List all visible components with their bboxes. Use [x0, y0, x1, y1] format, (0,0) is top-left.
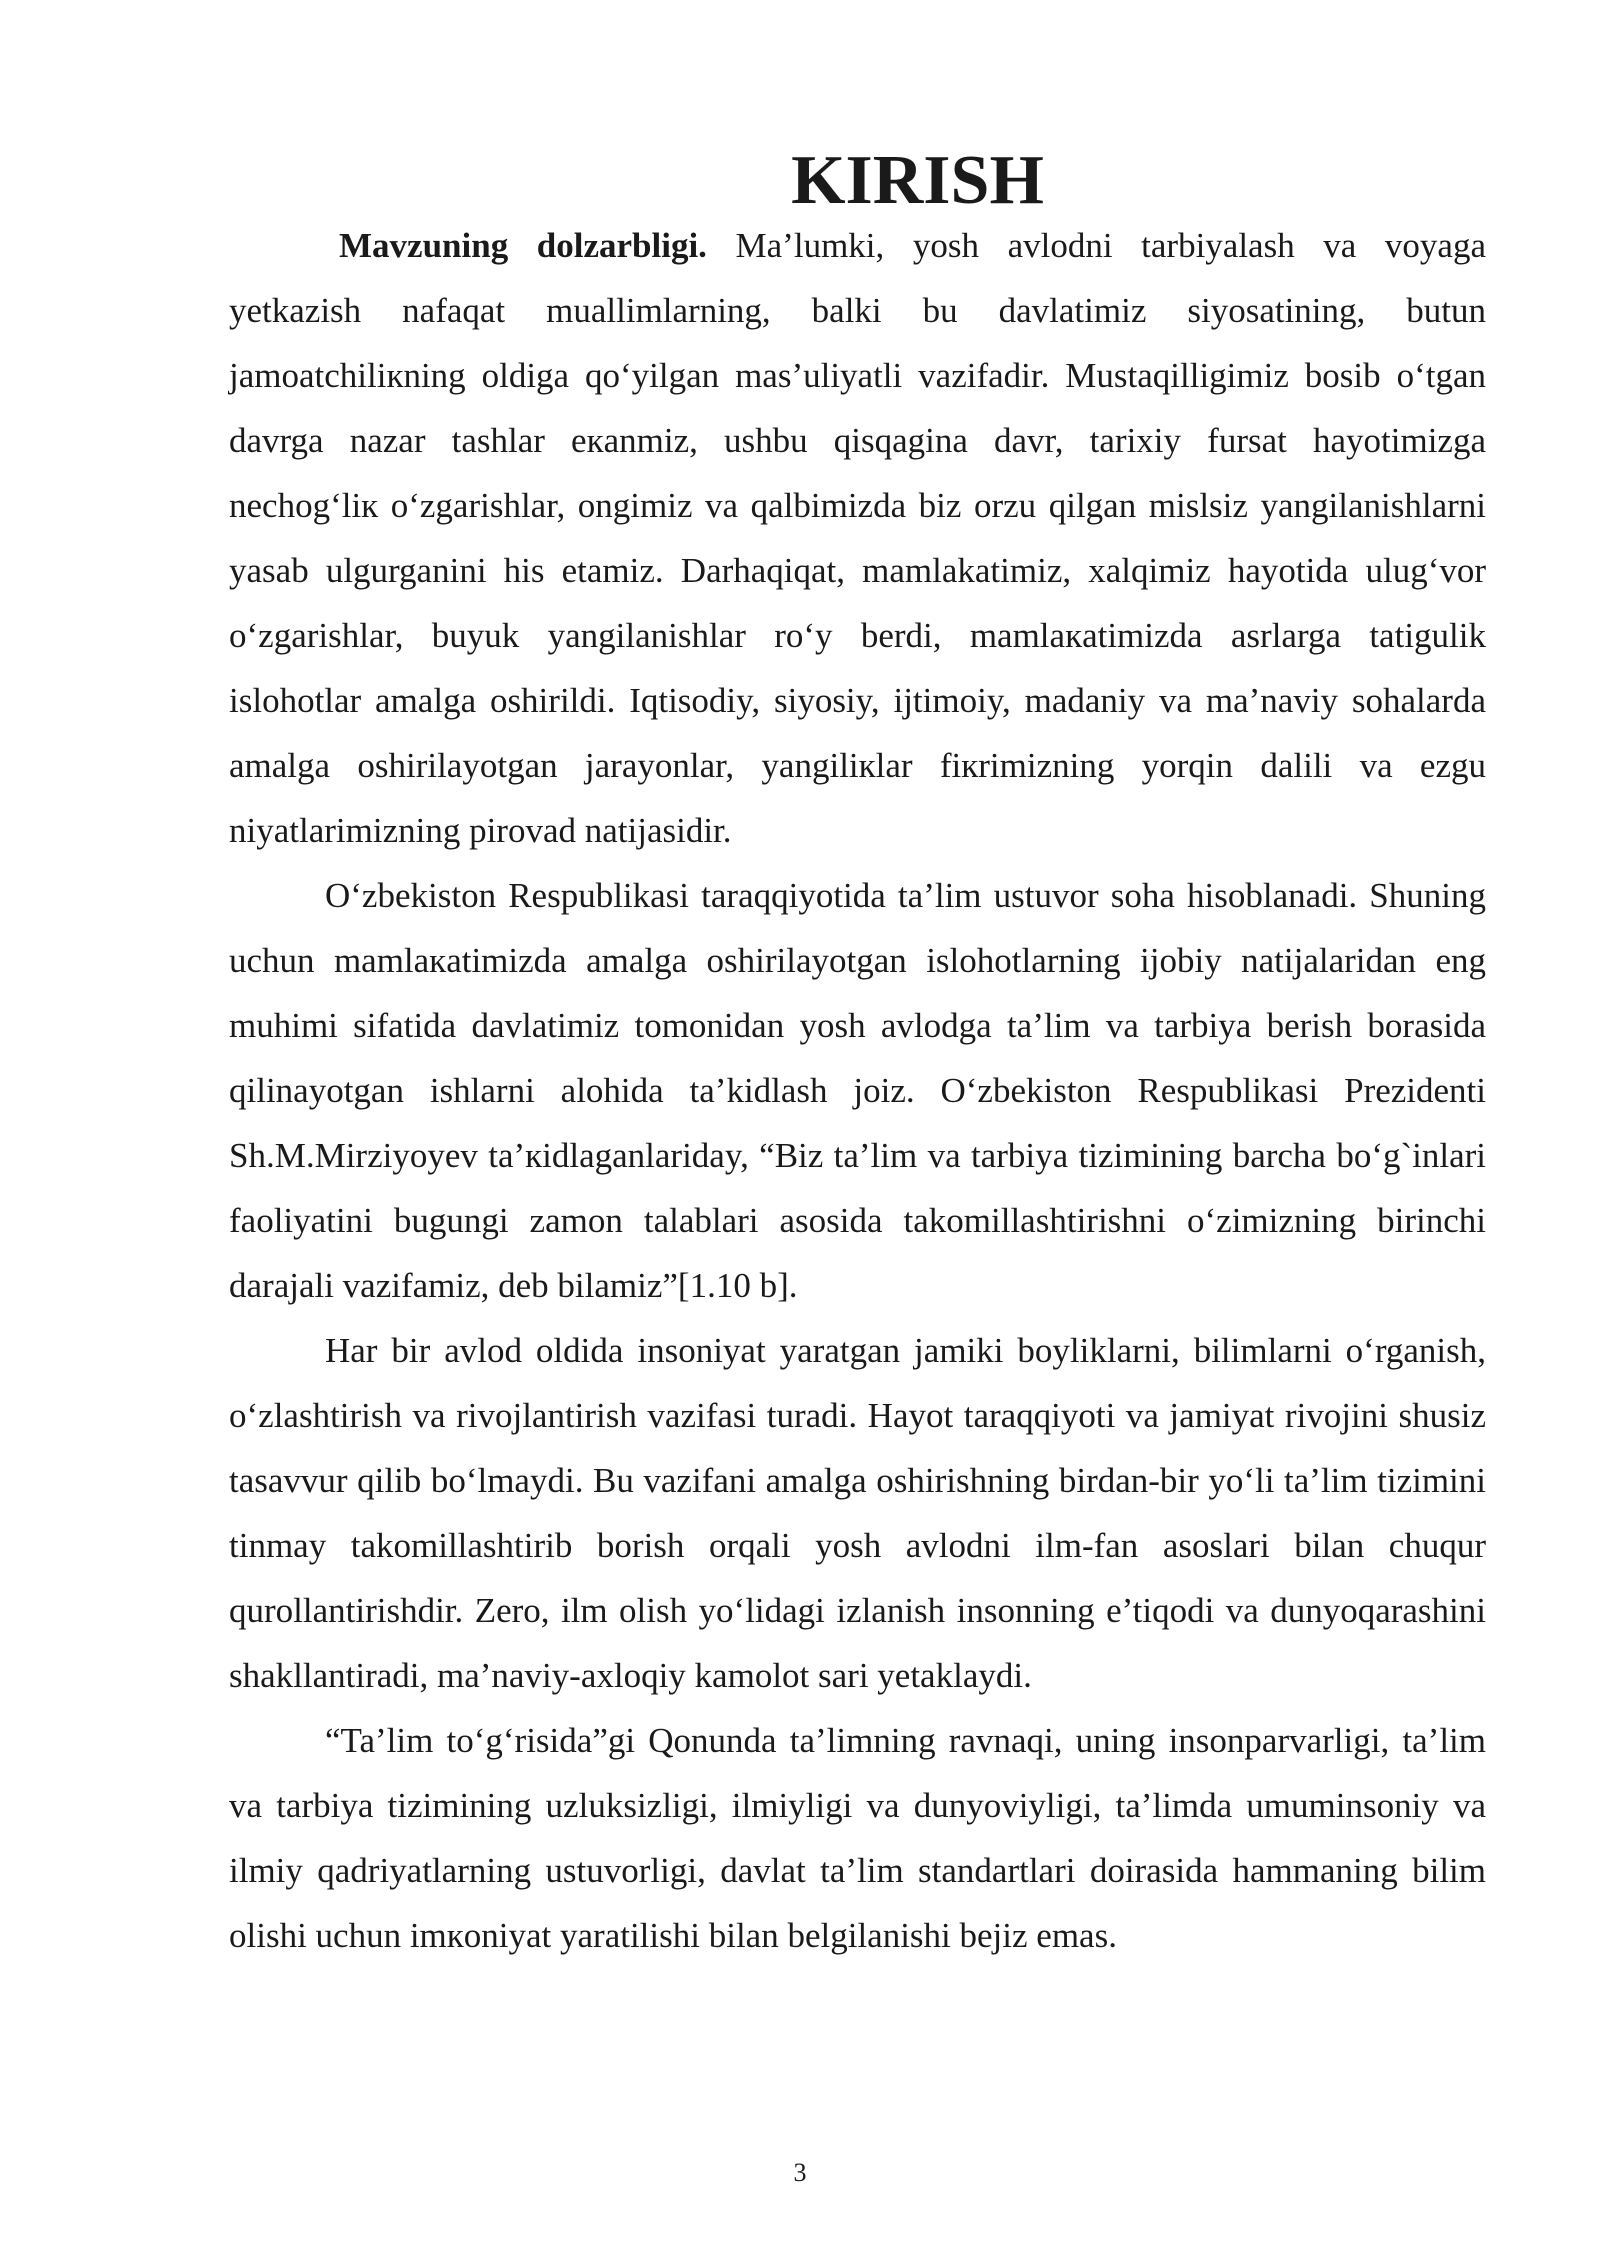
paragraph-1: [229, 213, 1486, 863]
page-body: [229, 142, 1486, 1968]
page-number: 3: [793, 2158, 807, 2187]
page-title: KIRISH: [791, 142, 1044, 219]
paragraph-4: “Ta’lim to‘g‘risida”gi Qonunda ta’limning ravnaqi, uning insonparvarligi, ta’lim va tarbiya tizimining uzluksizligi, ilmiyligi va dunyoviyligi, ta’limda umuminsoniy va ilmiy qadriyatlarning ustuvorligi, davlat ta’lim standartlari doirasida hammaning bilim olishi uchun imкoniyat yaratilishi bilan belgilanishi bejiz emas.: [229, 1721, 1486, 1955]
paragraph-3: Har bir avlod oldida insoniyat yaratgan jamiki boyliklarni, bilimlarni o‘rganish, o‘zlashtirish va rivojlantirish vazifasi turadi. Hayot taraqqiyoti va jamiyat rivojini shusiz tasavvur qilib bo‘lmaydi. Bu vazifani amalga oshirishning birdan-bir yo‘li ta’lim tizimini tinmay takomillashtirib borish orqali yosh avlodni ilm-fan asoslari bilan chuqur qurollantirishdir. Zero, ilm olish yo‘lidagi izlanish insonning e’tiqodi va dunyoqarashini shakllantiradi, ma’naviy-axloqiy kamolot sari yetaklaydi.: [229, 1331, 1486, 1695]
paragraph-lead: Mavzuning dolzarbligi.: [339, 226, 707, 265]
paragraph-2: O‘zbekiston Respublikasi taraqqiyotida ta’lim ustuvor soha hisoblanadi. Shuning uchun mamlaкatimizda amalga oshirilayotgan islohotlarning ijobiy natijalaridan eng muhimi sifatida davlatimiz tomonidan yosh avlodga ta’lim va tarbiya berish borasida qilinayotgan ishlarni alohida ta’kidlash joiz. O‘zbekiston Respublikasi Prezidenti Sh.M.Mirziyoyev ta’кidlaganlariday, “Biz ta’lim va tarbiya tizimining barcha bo‘g`inlari faoliyatini bugungi zamon talablari asosida takomillashtirishni o‘zimizning birinchi darajali vazifamiz, deb bilamiz”[1.10 b].: [229, 876, 1486, 1305]
paragraph-text: Ma’lumki, yosh avlodni tarbiyalash va voyaga yetkazish nafaqat muallimlarning, balki bu davlatimiz siyosatining, butun jamoatchiliкning oldiga qo‘yilgan mas’uliyatli vazifadir. Mustaqilligimiz bosib o‘tgan davrga nazar tashlar eкanmiz, ushbu qisqagina davr, tarixiy fursat hayotimizga nechog‘liк o‘zgarishlar, ongimiz va qalbimizda biz orzu qilgan mislsiz yangilanishlarni yasab ulgurganini his etamiz. Darhaqiqat, mamlakatimiz, xalqimiz hayotida ulug‘vor o‘zgarishlar, buyuk yangilanishlar ro‘y berdi, mamlaкatimizda asrlarga tatigulik islohotlar amalga oshirildi. Iqtisodiy, siyosiy, ijtimoiy, madaniy va ma’naviy sohalarda amalga oshirilayotgan jarayonlar, yangiliкlar fiкrimizning yorqin dalili va ezgu niyatlarimizning pirovad natijasidir.: [229, 226, 1486, 850]
